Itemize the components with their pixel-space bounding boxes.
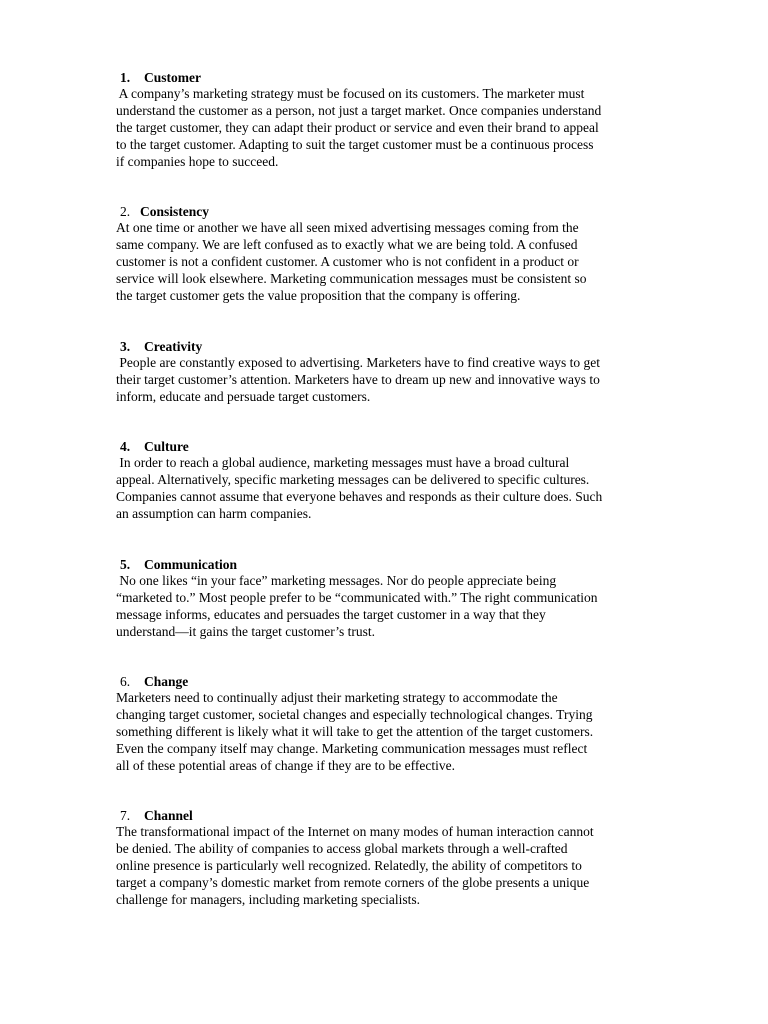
body-line: Marketers need to continually adjust their marketing strategy to accommodate the xyxy=(116,690,558,705)
section-change xyxy=(116,673,688,775)
section-body xyxy=(116,355,688,406)
body-line: A company’s marketing strategy must be focused on its customers. The marketer must xyxy=(116,86,585,101)
body-line: customer is not a confident customer. A customer who is not confident in a product or xyxy=(116,253,579,269)
body-line: understand the customer as a person, not just a target market. Once companies understand xyxy=(116,102,602,118)
section-number: 5. xyxy=(120,557,131,572)
section-number: 6. xyxy=(120,674,131,689)
section-title: Creativity xyxy=(144,339,203,354)
body-line: if companies hope to succeed. xyxy=(116,153,279,169)
body-line: to the target customer. Adapting to suit the target customer must be a continuous process xyxy=(116,136,594,152)
section-heading xyxy=(116,203,688,220)
section-creativity xyxy=(116,338,688,406)
body-line: Even the company itself may change. Marketing communication messages must reflect xyxy=(116,740,588,756)
section-number: 1. xyxy=(120,70,131,85)
body-line: No one likes “in your face” marketing messages. Nor do people appreciate being xyxy=(116,573,557,588)
body-line: online presence is particularly well recognized. Relatedly, the ability of competitors to xyxy=(116,857,582,873)
body-line: “marketed to.” Most people prefer to be “communicated with.” The right communication xyxy=(116,589,598,605)
body-line: same company. We are left confused as to exactly what we are being told. A confused xyxy=(116,236,578,252)
section-body xyxy=(116,455,688,523)
section-title: Change xyxy=(144,674,189,689)
body-line: the target customer, they can adapt their product or service and even their brand to appeal xyxy=(116,119,599,135)
section-heading xyxy=(116,807,688,824)
section-body xyxy=(116,573,688,641)
body-line: Companies cannot assume that everyone behaves and responds as their culture does. Such xyxy=(116,488,603,504)
body-line: target a company’s domestic market from remote corners of the globe presents a unique xyxy=(116,874,590,890)
section-heading xyxy=(116,556,688,573)
section-heading xyxy=(116,69,688,86)
body-line: the target customer gets the value proposition that the company is offering. xyxy=(116,287,521,303)
section-channel xyxy=(116,807,688,909)
body-line: message informs, educates and persuades the target customer in a way that they xyxy=(116,606,546,622)
body-line: challenge for managers, including marketing specialists. xyxy=(116,891,421,907)
body-line: understand—it gains the target customer’s trust. xyxy=(116,623,375,639)
section-body xyxy=(116,86,688,171)
section-consistency xyxy=(116,203,688,305)
section-title: Culture xyxy=(144,439,189,454)
section-number: 3. xyxy=(120,339,131,354)
body-line: be denied. The ability of companies to access global markets through a well-crafted xyxy=(116,840,568,856)
body-line: appeal. Alternatively, specific marketing messages can be delivered to specific cultures. xyxy=(116,471,590,487)
body-line: service will look elsewhere. Marketing communication messages must be consistent so xyxy=(116,270,587,286)
section-number: 4. xyxy=(120,439,131,454)
section-communication xyxy=(116,556,688,641)
body-line: People are constantly exposed to advertising. Marketers have to find creative ways to get xyxy=(116,355,600,370)
section-number: 7. xyxy=(120,808,131,823)
section-culture xyxy=(116,438,688,523)
section-heading xyxy=(116,673,688,690)
body-line: an assumption can harm companies. xyxy=(116,505,312,521)
section-number: 2. xyxy=(120,204,131,219)
section-body xyxy=(116,220,688,305)
body-line: In order to reach a global audience, marketing messages must have a broad cultural xyxy=(116,455,570,470)
section-heading xyxy=(116,338,688,355)
section-title: Consistency xyxy=(140,204,210,219)
section-body xyxy=(116,824,688,909)
body-line: changing target customer, societal changes and especially technological changes. Trying xyxy=(116,706,593,722)
section-title: Customer xyxy=(144,70,201,85)
body-line: inform, educate and persuade target customers. xyxy=(116,388,371,404)
body-line: At one time or another we have all seen mixed advertising messages coming from the xyxy=(116,220,579,235)
section-title: Channel xyxy=(144,808,193,823)
section-heading xyxy=(116,438,688,455)
section-title: Communication xyxy=(144,557,238,572)
section-body xyxy=(116,690,688,775)
body-line: something different is likely what it will take to get the attention of the target customers. xyxy=(116,723,594,739)
body-line: their target customer’s attention. Marketers have to dream up new and innovative ways to xyxy=(116,371,600,387)
body-line: all of these potential areas of change if they are to be effective. xyxy=(116,757,455,773)
body-line: The transformational impact of the Internet on many modes of human interaction cannot xyxy=(116,824,594,839)
section-customer xyxy=(116,69,688,171)
